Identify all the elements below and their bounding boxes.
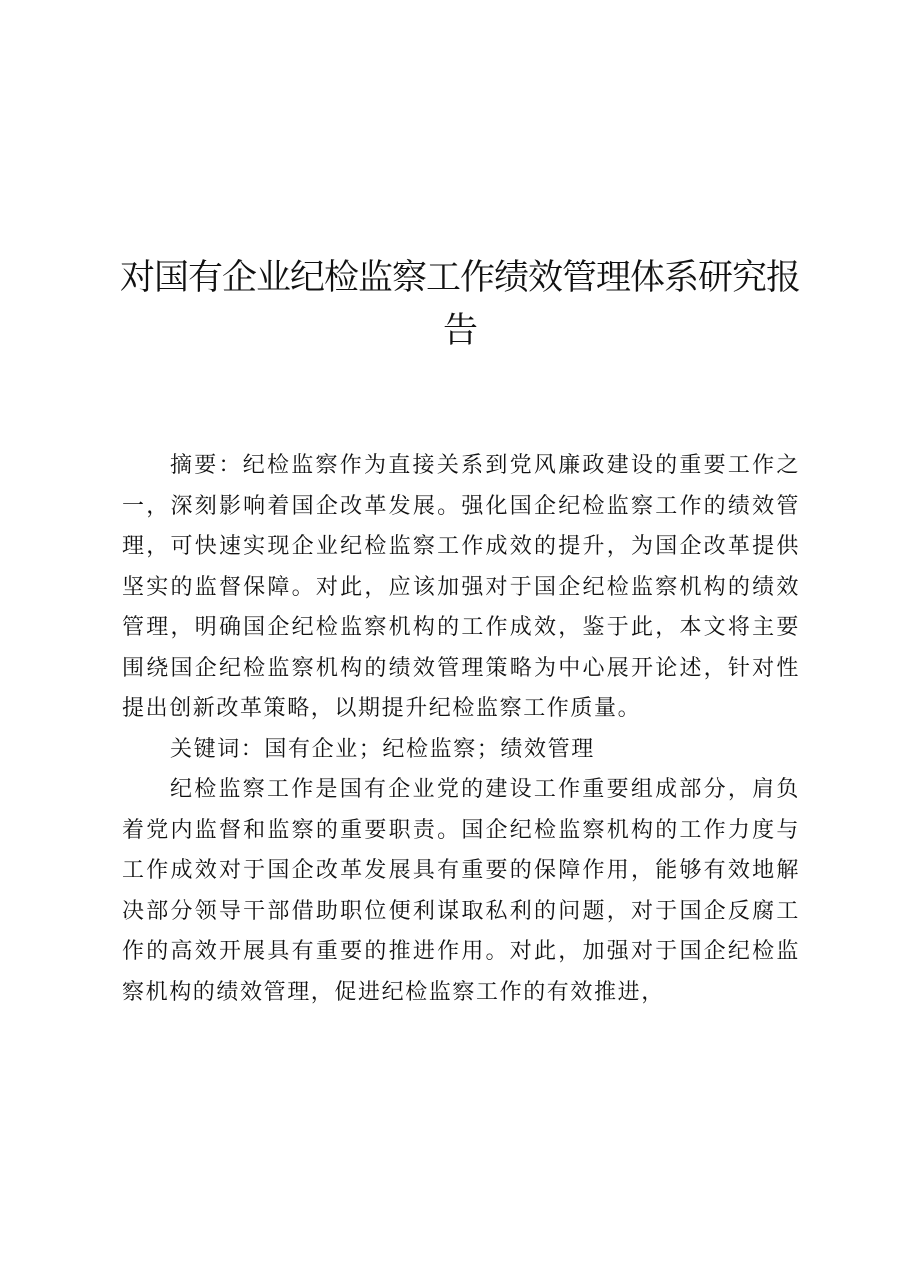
keywords-paragraph: 关键词：国有企业；纪检监察；绩效管理 [170, 736, 595, 762]
document-title: 对国有企业纪检监察工作绩效管理体系研究报告 [119, 258, 800, 351]
document-body [122, 446, 800, 1013]
abstract-paragraph: 摘要：纪检监察作为直接关系到党风廉政建设的重要工作之一，深刻影响着国企改革发展。强化国企纪检监察工作的绩效管理，可快速实现企业纪检监察工作成效的提升，为国企改革提供坚实的监督保障。对此，应该加强对于国企纪检监察机构的绩效管理，明确国企纪检监察机构的工作成效，鉴于此，本文将主要围绕国企纪检监察机构的绩效管理策略为中心展开论述，针对性提出创新改革策略，以期提升纪检监察工作质量。 [122, 453, 800, 721]
intro-paragraph: 纪检监察工作是国有企业党的建设工作重要组成部分，肩负着党内监督和监察的重要职责。国企纪检监察机构的工作力度与工作成效对于国企改革发展具有重要的保障作用，能够有效地解决部分领导干部借助职位便利谋取私利的问题，对于国企反腐工作的高效开展具有重要的推进作用。对此，加强对于国企纪检监察机构的绩效管理，促进纪检监察工作的有效推进， [122, 777, 800, 1005]
